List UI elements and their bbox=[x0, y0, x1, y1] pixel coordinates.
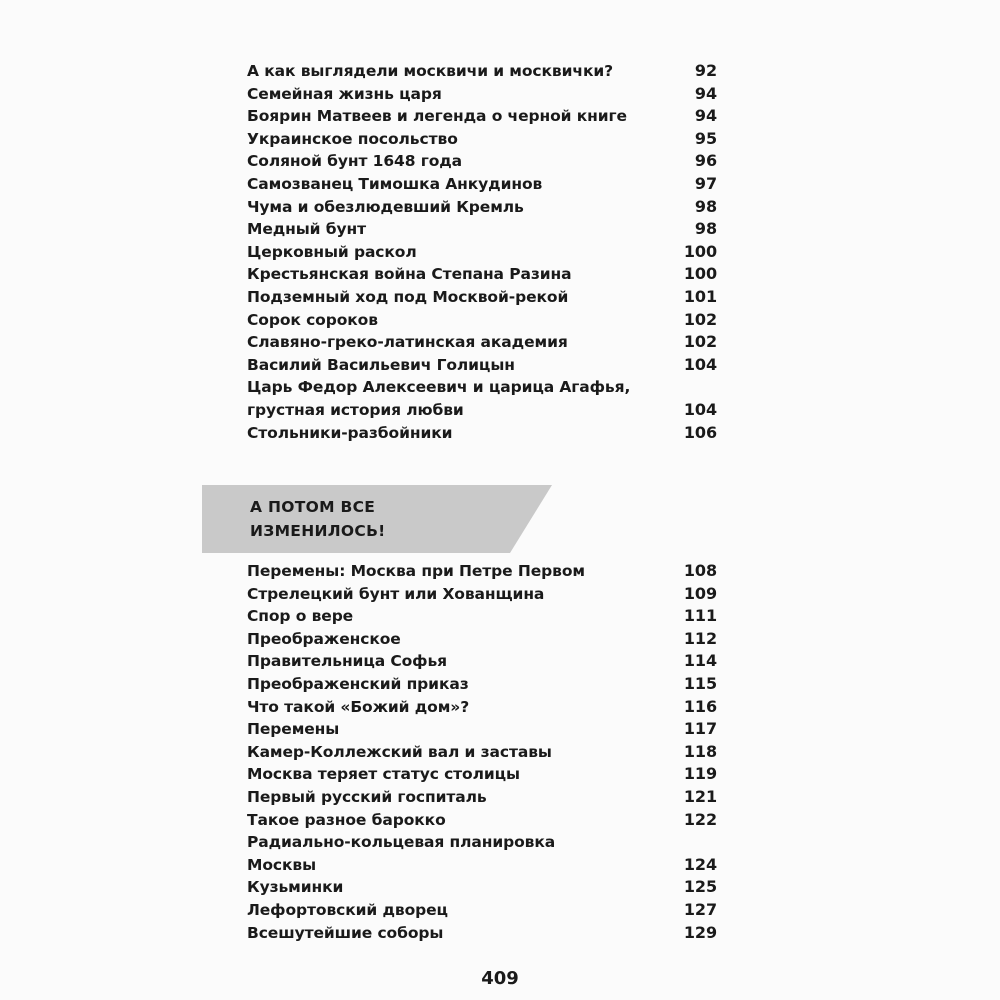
toc-entry bbox=[247, 399, 717, 422]
toc-entry-page: 95 bbox=[694, 128, 717, 148]
toc-entry-title: грустная история любви bbox=[247, 400, 464, 419]
toc-entry-title: Кузьминки bbox=[247, 878, 344, 897]
toc-entry-page: 121 bbox=[683, 786, 717, 806]
toc-entry-page: 104 bbox=[683, 354, 717, 374]
toc-entry-page: 100 bbox=[683, 241, 717, 261]
toc-entry-title: Лефортовский дворец bbox=[247, 900, 448, 919]
toc-entry-title: Такое разное барокко bbox=[247, 810, 446, 829]
toc-entry bbox=[247, 763, 717, 786]
toc-entry-title: Москвы bbox=[247, 855, 317, 874]
toc-entry-title: Василий Васильевич Голицын bbox=[247, 355, 515, 374]
toc-entry bbox=[247, 922, 717, 945]
toc-entry-page: 98 bbox=[694, 196, 717, 216]
toc-entry-title: Медный бунт bbox=[247, 220, 366, 239]
toc-entry bbox=[247, 809, 717, 832]
toc-entry bbox=[247, 263, 717, 286]
toc-entry-page: 94 bbox=[694, 106, 717, 126]
toc-entry bbox=[247, 696, 717, 719]
toc-entry-page: 122 bbox=[683, 809, 717, 829]
toc-entry bbox=[247, 60, 717, 83]
toc-entry bbox=[247, 876, 717, 899]
toc-entry-page: 102 bbox=[683, 332, 717, 352]
toc-entry-page: 117 bbox=[683, 719, 717, 739]
toc-entry-page: 106 bbox=[683, 422, 717, 442]
toc-entry-title: Подземный ход под Москвой-рекой bbox=[247, 287, 569, 306]
toc-entry-page: 115 bbox=[683, 673, 717, 693]
toc-entry-page: 92 bbox=[694, 61, 717, 80]
toc-entry-title: Стрелецкий бунт или Хованщина bbox=[247, 584, 545, 603]
section-title bbox=[250, 495, 470, 543]
toc-entry-title: Первый русский госпиталь bbox=[247, 787, 487, 806]
toc-entry-title: Всешутейшие соборы bbox=[247, 923, 444, 942]
toc-entry-title: Правительница Софья bbox=[247, 652, 448, 671]
toc-entry-title: Самозванец Тимошка Анкудинов bbox=[247, 174, 543, 193]
toc-entry bbox=[247, 650, 717, 673]
toc-entry bbox=[247, 741, 717, 764]
toc-entry bbox=[247, 854, 717, 877]
toc-entry-title: Славяно-греко-латинская академия bbox=[247, 333, 568, 352]
toc-entry bbox=[247, 150, 717, 173]
toc-entry bbox=[247, 718, 717, 741]
section-title-line-2: ИЗМЕНИЛОСЬ! bbox=[250, 522, 386, 540]
toc-entry-page: 94 bbox=[694, 83, 717, 103]
toc-entry-title: Преображенский приказ bbox=[247, 674, 469, 693]
toc-entry-page: 124 bbox=[683, 854, 717, 874]
toc-list-bottom bbox=[247, 560, 717, 944]
toc-entry bbox=[247, 786, 717, 809]
toc-list-top bbox=[247, 60, 717, 444]
toc-entry-title: Стольники-разбойники bbox=[247, 423, 453, 442]
toc-entry-page: 109 bbox=[683, 583, 717, 603]
toc-entry-page: 114 bbox=[683, 651, 717, 671]
toc-entry bbox=[247, 376, 717, 399]
toc-entry-title: Крестьянская война Степана Разина bbox=[247, 265, 572, 284]
toc-entry-page: 102 bbox=[683, 309, 717, 329]
toc-entry-page: 96 bbox=[694, 151, 717, 171]
toc-entry bbox=[247, 196, 717, 219]
toc-entry-title: Преображенское bbox=[247, 629, 401, 648]
toc-entry-title: Перемены bbox=[247, 720, 340, 739]
toc-entry-page: 125 bbox=[683, 877, 717, 897]
toc-entry bbox=[247, 831, 717, 854]
section-title-line-1: А ПОТОМ ВСЕ bbox=[250, 498, 376, 516]
toc-entry bbox=[247, 583, 717, 606]
toc-entry-title: Боярин Матвеев и легенда о черной книге bbox=[247, 107, 627, 126]
toc-entry-page: 112 bbox=[683, 628, 717, 648]
toc-entry-page: 116 bbox=[683, 696, 717, 716]
toc-entry-page: 100 bbox=[683, 264, 717, 284]
toc-entry-page: 98 bbox=[694, 219, 717, 239]
toc-entry-page: 104 bbox=[683, 399, 717, 419]
toc-entry-title: А как выглядели москвичи и москвички? bbox=[247, 62, 614, 80]
toc-entry bbox=[247, 331, 717, 354]
toc-entry-page: 118 bbox=[683, 741, 717, 761]
toc-entry-title: Чума и обезлюдевший Кремль bbox=[247, 197, 524, 216]
toc-entry bbox=[247, 83, 717, 106]
toc-entry-title: Украинское посольство bbox=[247, 129, 458, 148]
toc-entry-title: Камер-Коллежский вал и заставы bbox=[247, 742, 552, 761]
toc-entry bbox=[247, 673, 717, 696]
toc-entry bbox=[247, 309, 717, 332]
toc-entry-title: Сорок сороков bbox=[247, 310, 378, 329]
toc-entry bbox=[247, 241, 717, 264]
toc-entry bbox=[247, 899, 717, 922]
toc-entry bbox=[247, 354, 717, 377]
toc-entry-page: 97 bbox=[694, 173, 717, 193]
toc-entry bbox=[247, 128, 717, 151]
toc-entry-title: Соляной бунт 1648 года bbox=[247, 152, 463, 171]
toc-entry bbox=[247, 422, 717, 445]
toc-entry-title: Москва теряет статус столицы bbox=[247, 765, 520, 784]
toc-entry-page: 111 bbox=[683, 606, 717, 626]
toc-entry-page: 108 bbox=[683, 561, 717, 580]
page-number: 409 bbox=[481, 968, 519, 989]
toc-entry bbox=[247, 218, 717, 241]
toc-entry bbox=[247, 105, 717, 128]
toc-entry-page: 129 bbox=[683, 922, 717, 942]
toc-entry-page: 127 bbox=[683, 899, 717, 919]
toc-entry-title: Что такой «Божий дом»? bbox=[247, 697, 470, 716]
toc-entry-title: Царь Федор Алексеевич и царица Агафья, bbox=[247, 378, 631, 397]
toc-entry bbox=[247, 286, 717, 309]
toc-entry-title: Перемены: Москва при Петре Первом bbox=[247, 562, 585, 580]
toc-entry bbox=[247, 628, 717, 651]
toc-entry-title: Спор о вере bbox=[247, 607, 354, 626]
toc-entry-title: Семейная жизнь царя bbox=[247, 84, 442, 103]
toc-entry-page: 101 bbox=[683, 286, 717, 306]
toc-entry bbox=[247, 173, 717, 196]
toc-entry bbox=[247, 605, 717, 628]
toc-entry-title: Церковный раскол bbox=[247, 242, 417, 261]
toc-entry-title: Радиально-кольцевая планировка bbox=[247, 833, 556, 852]
toc-entry-page: 119 bbox=[683, 764, 717, 784]
toc-entry bbox=[247, 560, 717, 583]
